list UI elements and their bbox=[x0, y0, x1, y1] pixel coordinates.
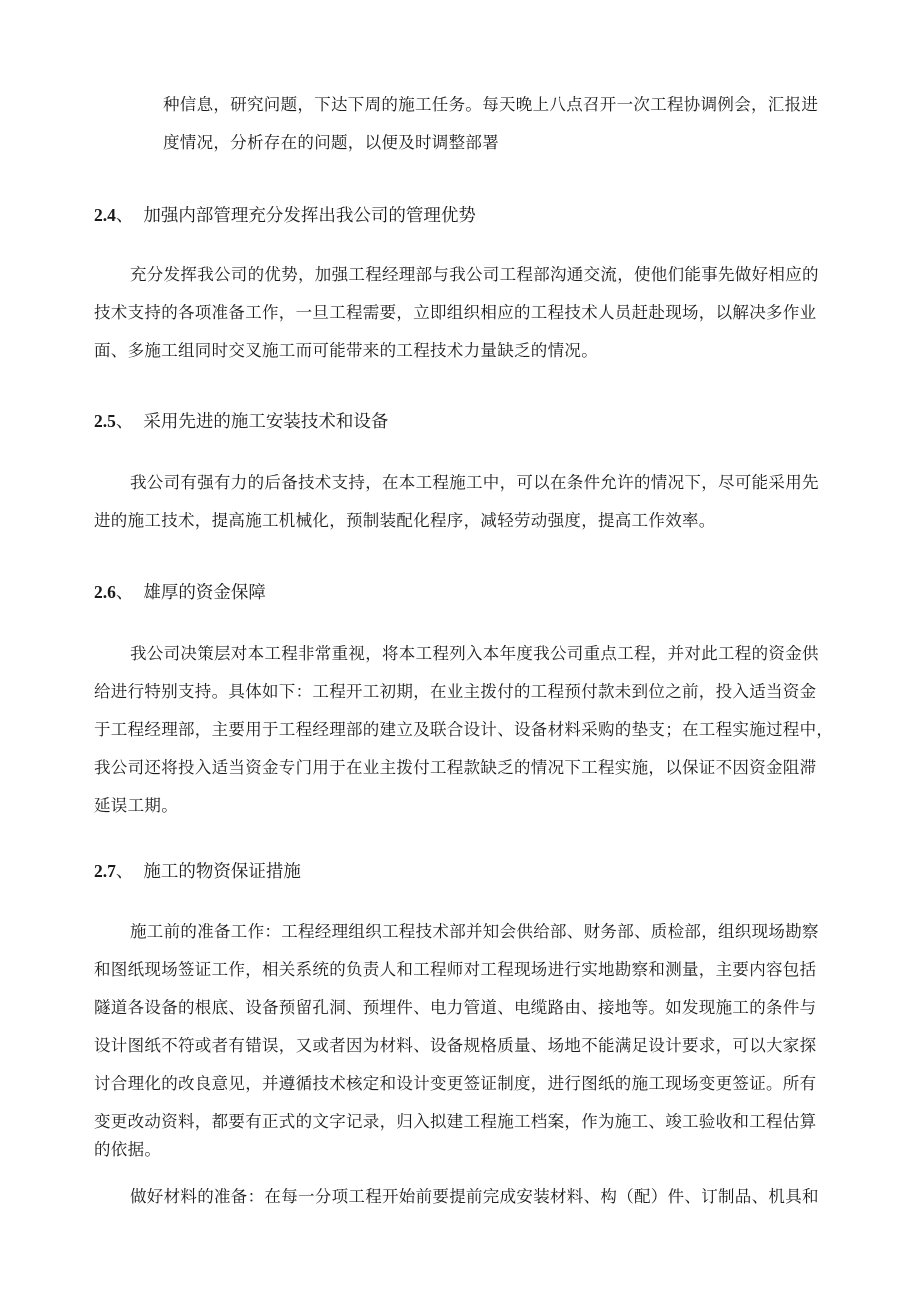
section-title: 加强内部管理充分发挥出我公司的管理优势 bbox=[143, 206, 476, 226]
paragraph-line: 进的施工技术，提高施工机械化，预制装配化程序，减轻劳动强度，提高工作效率。 bbox=[94, 511, 716, 530]
paragraph-line: 我公司有强有力的后备技术支持，在本工程施工中，可以在条件允许的情况下，尽可能采用先 bbox=[130, 473, 819, 492]
paragraph-line: 的依据。 bbox=[94, 1140, 162, 1159]
paragraph-line: 设计图纸不符或者有错误，又或者因为材料、设备规格质量、场地不能满足设计要求，可以大家探 bbox=[94, 1036, 817, 1055]
paragraph-line: 我公司还将投入适当资金专门用于在业主拨付工程款缺乏的情况下工程实施，以保证不因资金阻滞 bbox=[94, 758, 817, 777]
paragraph-line: 做好材料的准备：在每一分项工程开始前要提前完成安装材料、构（配）件、订制品、机具和 bbox=[130, 1187, 819, 1206]
intro-line: 种信息，研究问题，下达下周的施工任务。每天晚上八点召开一次工程协调例会，汇报进 bbox=[163, 95, 819, 114]
section-separator: 、 bbox=[115, 206, 134, 226]
paragraph-line: 隧道各设备的根底、设备预留孔洞、预埋件、电力管道、电缆路由、接地等。如发现施工的条件与 bbox=[94, 998, 817, 1017]
section-separator: 、 bbox=[115, 862, 134, 882]
paragraph-line: 和图纸现场签证工作，相关系统的负责人和工程师对工程现场进行实地勘察和测量，主要内容包括 bbox=[94, 960, 817, 979]
section-number: 2.5 bbox=[94, 411, 116, 431]
section-separator: 、 bbox=[115, 583, 134, 603]
section-number: 2.4 bbox=[94, 205, 116, 225]
section-number: 2.7 bbox=[94, 861, 116, 881]
paragraph-line: 面、多施工组同时交叉施工而可能带来的工程技术力量缺乏的情况。 bbox=[94, 341, 598, 360]
section-heading bbox=[94, 204, 476, 227]
paragraph-line: 变更改动资料，都要有正式的文字记录，归入拟建工程施工档案，作为施工、竣工验收和工程估算 bbox=[94, 1112, 817, 1131]
section-title: 雄厚的资金保障 bbox=[143, 583, 266, 603]
section-separator: 、 bbox=[115, 412, 134, 432]
intro-line: 度情况，分析存在的问题，以便及时调整部署 bbox=[163, 133, 499, 152]
section-heading bbox=[94, 581, 266, 604]
paragraph-line: 延误工期。 bbox=[94, 796, 178, 815]
paragraph-line: 技术支持的各项准备工作，一旦工程需要，立即组织相应的工程技术人员赶赴现场，以解决多作业 bbox=[94, 303, 817, 322]
paragraph-line: 讨合理化的改良意见，并遵循技术核定和设计变更签证制度，进行图纸的施工现场变更签证。所有 bbox=[94, 1074, 817, 1093]
section-number: 2.6 bbox=[94, 582, 116, 602]
paragraph-line: 充分发挥我公司的优势，加强工程经理部与我公司工程部沟通交流，使他们能事先做好相应的 bbox=[130, 265, 819, 284]
paragraph-line: 给进行特别支持。具体如下：工程开工初期，在业主拨付的工程预付款未到位之前，投入适当资金 bbox=[94, 682, 817, 701]
section-title: 采用先进的施工安装技术和设备 bbox=[143, 412, 389, 432]
paragraph-line: 我公司决策层对本工程非常重视，将本工程列入本年度我公司重点工程，并对此工程的资金供 bbox=[130, 644, 819, 663]
section-heading bbox=[94, 860, 301, 883]
paragraph-line: 于工程经理部，主要用于工程经理部的建立及联合设计、设备材料采购的垫支；在工程实施过程中， bbox=[94, 720, 834, 739]
section-title: 施工的物资保证措施 bbox=[143, 862, 301, 882]
paragraph-line: 施工前的准备工作：工程经理组织工程技术部并知会供给部、财务部、质检部，组织现场勘察 bbox=[130, 922, 819, 941]
section-heading bbox=[94, 410, 388, 433]
